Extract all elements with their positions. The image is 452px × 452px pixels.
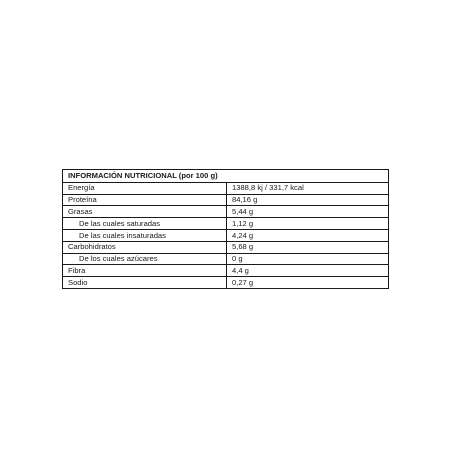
nutrient-name: Grasas bbox=[63, 206, 227, 218]
nutrient-name: De los cuales azúcares bbox=[63, 253, 227, 265]
table-row-sodium bbox=[63, 277, 389, 289]
nutrient-value: 1,12 g bbox=[227, 218, 389, 230]
nutrient-name: Proteína bbox=[63, 194, 227, 206]
nutrient-value: 0,27 g bbox=[227, 277, 389, 289]
table-row-energy bbox=[63, 182, 389, 194]
nutrient-name: De las cuales saturadas bbox=[63, 218, 227, 230]
nutrient-name: De las cuales insaturadas bbox=[63, 229, 227, 241]
table-title: INFORMACIÓN NUTRICIONAL (por 100 g) bbox=[63, 170, 389, 183]
nutrient-value: 1388,8 kj / 331,7 kcal bbox=[227, 182, 389, 194]
nutrient-value: 0 g bbox=[227, 253, 389, 265]
nutrient-value: 5,44 g bbox=[227, 206, 389, 218]
table-row-protein bbox=[63, 194, 389, 206]
nutrient-value: 4,24 g bbox=[227, 229, 389, 241]
table-row-saturated-fat bbox=[63, 218, 389, 230]
table-row-sugars bbox=[63, 253, 389, 265]
table-header-row bbox=[63, 170, 389, 183]
table-row-carbohydrates bbox=[63, 241, 389, 253]
table-row-fat bbox=[63, 206, 389, 218]
nutrient-name: Sodio bbox=[63, 277, 227, 289]
table-row-fiber bbox=[63, 265, 389, 277]
nutrient-name: Energía bbox=[63, 182, 227, 194]
nutrient-value: 5,68 g bbox=[227, 241, 389, 253]
table-row-unsaturated-fat bbox=[63, 229, 389, 241]
nutrition-facts-table bbox=[62, 169, 389, 289]
nutrient-name: Carbohidratos bbox=[63, 241, 227, 253]
nutrient-value: 4,4 g bbox=[227, 265, 389, 277]
nutrient-value: 84,16 g bbox=[227, 194, 389, 206]
nutrient-name: Fibra bbox=[63, 265, 227, 277]
